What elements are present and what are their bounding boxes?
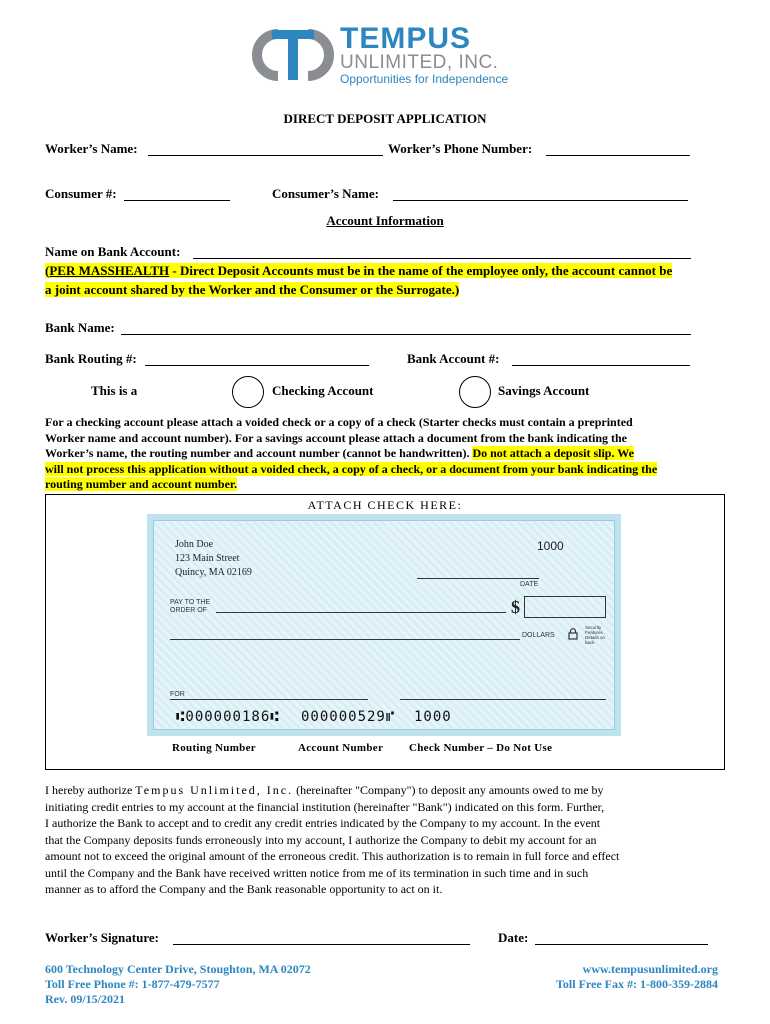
account-label: Bank Account #:: [407, 351, 500, 366]
authorization-line: until the Company and the Bank have received written notice from me of its termination in such time and in such: [45, 865, 589, 880]
company-logo: [248, 24, 528, 88]
amount-box: [524, 596, 606, 618]
check-address1: 123 Main Street: [175, 553, 240, 564]
micr-check-number: 1000: [414, 709, 452, 725]
checking-option-label: Checking Account: [272, 383, 374, 398]
micr-routing: ⑆000000186⑆: [176, 709, 280, 725]
instructions-highlight: Do not attach a deposit slip. We: [472, 446, 634, 460]
instructions-line: Worker’s name, the routing number and account number (cannot be handwritten).: [45, 446, 473, 460]
payee-line: [216, 612, 506, 613]
workers-phone-field[interactable]: [546, 143, 690, 156]
account-info-heading: Account Information: [326, 213, 444, 228]
sample-check: [147, 514, 621, 736]
authorization-line: initiating credit entries to my account at the financial institution (hereinafter "Bank") indicated on this form. Further,: [45, 799, 605, 814]
for-label: FOR: [170, 691, 185, 698]
consumers-name-field[interactable]: [393, 188, 688, 201]
dollars-label: DOLLARS: [522, 632, 555, 639]
consumers-name-label: Consumer’s Name:: [272, 186, 379, 201]
workers-name-field[interactable]: [148, 143, 383, 156]
footer-revision: Rev. 09/15/2021: [45, 992, 125, 1006]
caption-account: Account Number: [298, 742, 384, 754]
name-on-account-field[interactable]: [193, 246, 691, 259]
amount-words-line: [170, 639, 520, 640]
consumer-number-field[interactable]: [124, 188, 230, 201]
company-name: Tempus Unlimited, Inc.: [135, 783, 294, 797]
attach-check-label: ATTACH CHECK HERE:: [307, 498, 463, 512]
security-features-text: Security Features Details on back: [585, 625, 606, 645]
consumer-number-label: Consumer #:: [45, 186, 117, 201]
instructions-line: For a checking account please attach a voided check or a copy of a check (Starter checks must contain a preprinted: [45, 415, 633, 429]
authorization-line: I authorize the Bank to accept and to credit any credit entries indicated by the Company to my account. In the event: [45, 816, 601, 830]
caption-check: Check Number – Do Not Use: [409, 742, 553, 754]
check-date-line: [417, 578, 539, 579]
authorization-line: that the Company deposits funds erroneously into my account, I authorize the Company to debit my account for an: [45, 832, 597, 847]
bank-name-field[interactable]: [121, 322, 691, 335]
logo-mark-icon: [248, 24, 338, 86]
footer-left: [45, 962, 311, 1007]
masshealth-note: (PER MASSHEALTH - Direct Deposit Accounts must be in the name of the employee only, the account cannot be a joint account shared by the Worker and the Consumer or the Surrogate.): [45, 263, 673, 297]
memo-line: [170, 699, 368, 700]
signature-line: [400, 699, 606, 700]
checking-radio[interactable]: [232, 376, 264, 408]
check-number: 1000: [537, 539, 564, 553]
signature-label: Worker’s Signature:: [45, 930, 159, 945]
signature-field[interactable]: [173, 932, 470, 945]
instructions-highlight: will not process this application without a voided check, a copy of a check, or a document from your bank indicating the: [45, 461, 658, 476]
instructions: [45, 415, 735, 493]
account-type-label: This is a: [91, 383, 138, 398]
footer-address: 600 Technology Center Drive, Stoughton, MA 02072: [45, 962, 311, 976]
check-address2: Quincy, MA 02169: [175, 567, 252, 578]
savings-option-label: Savings Account: [498, 383, 590, 398]
routing-field[interactable]: [145, 353, 369, 366]
masshealth-lead: PER MASSHEALTH: [49, 263, 170, 278]
footer-phone: Toll Free Phone #: 1-877-479-7577: [45, 977, 220, 991]
workers-name-label: Worker’s Name:: [45, 141, 138, 156]
masshealth-line1: - Direct Deposit Accounts must be in the name of the employee only, the account cannot be: [169, 263, 673, 278]
instructions-highlight: routing number and account number.: [45, 477, 238, 491]
caption-routing: Routing Number: [172, 742, 256, 754]
authorization-line: amount not to exceed the original amount of the erroneous credit. This authorization is to remain in full force and effect: [45, 849, 620, 863]
dollar-sign: $: [511, 597, 520, 617]
routing-label: Bank Routing #:: [45, 351, 137, 366]
logo-name-bottom: UNLIMITED, INC.: [340, 52, 499, 73]
check-date-label: DATE: [520, 581, 539, 588]
logo-tagline: Opportunities for Independence: [340, 72, 509, 86]
logo-name-top: TEMPUS: [340, 22, 472, 55]
micr-account: 000000529⑈: [301, 709, 396, 725]
account-field[interactable]: [512, 353, 690, 366]
instructions-line: Worker name and account number). For a savings account please attach a document from the bank indicating the: [45, 430, 628, 445]
name-on-account-label: Name on Bank Account:: [45, 244, 181, 259]
signature-date-field[interactable]: [535, 932, 708, 945]
footer-right: [556, 962, 718, 992]
check-holder-name: John Doe: [175, 539, 214, 550]
lock-icon: [568, 628, 578, 640]
form-title: DIRECT DEPOSIT APPLICATION: [283, 111, 487, 126]
pay-to-label: PAY TO THE ORDER OF: [170, 599, 211, 614]
footer-website[interactable]: www.tempusunlimited.org: [582, 962, 718, 976]
workers-phone-label: Worker’s Phone Number:: [388, 141, 533, 156]
bank-name-label: Bank Name:: [45, 320, 115, 335]
signature-date-label: Date:: [498, 930, 529, 945]
footer-fax: Toll Free Fax #: 1-800-359-2884: [556, 977, 718, 991]
savings-radio[interactable]: [459, 376, 491, 408]
authorization-paragraph: I hereby authorize Tempus Unlimited, Inc. (hereinafter "Company") to deposit any amounts owed to me by initiating credit entries to my account at the financial institution (hereinafter "Bank") indicated on this form. Further, I authorize the Bank to accept and to credit any credit entries indicated by the Company to my account. In the event that the Company deposits funds erroneously into my account, I authorize the Company to debit my account for an amount not to exceed the original amount of the erroneous credit. This authorization is to remain in full force and effect until the Company and the Bank have received written notice from me of its termination in such time and in such manner as to afford the Company and the Bank reasonable opportunity to act on it.: [45, 782, 735, 898]
authorization-line: manner as to afford the Company and the Bank reasonable opportunity to act on it.: [45, 882, 443, 896]
masshealth-line2: a joint account shared by the Worker and the Consumer or the Surrogate.): [45, 282, 460, 297]
